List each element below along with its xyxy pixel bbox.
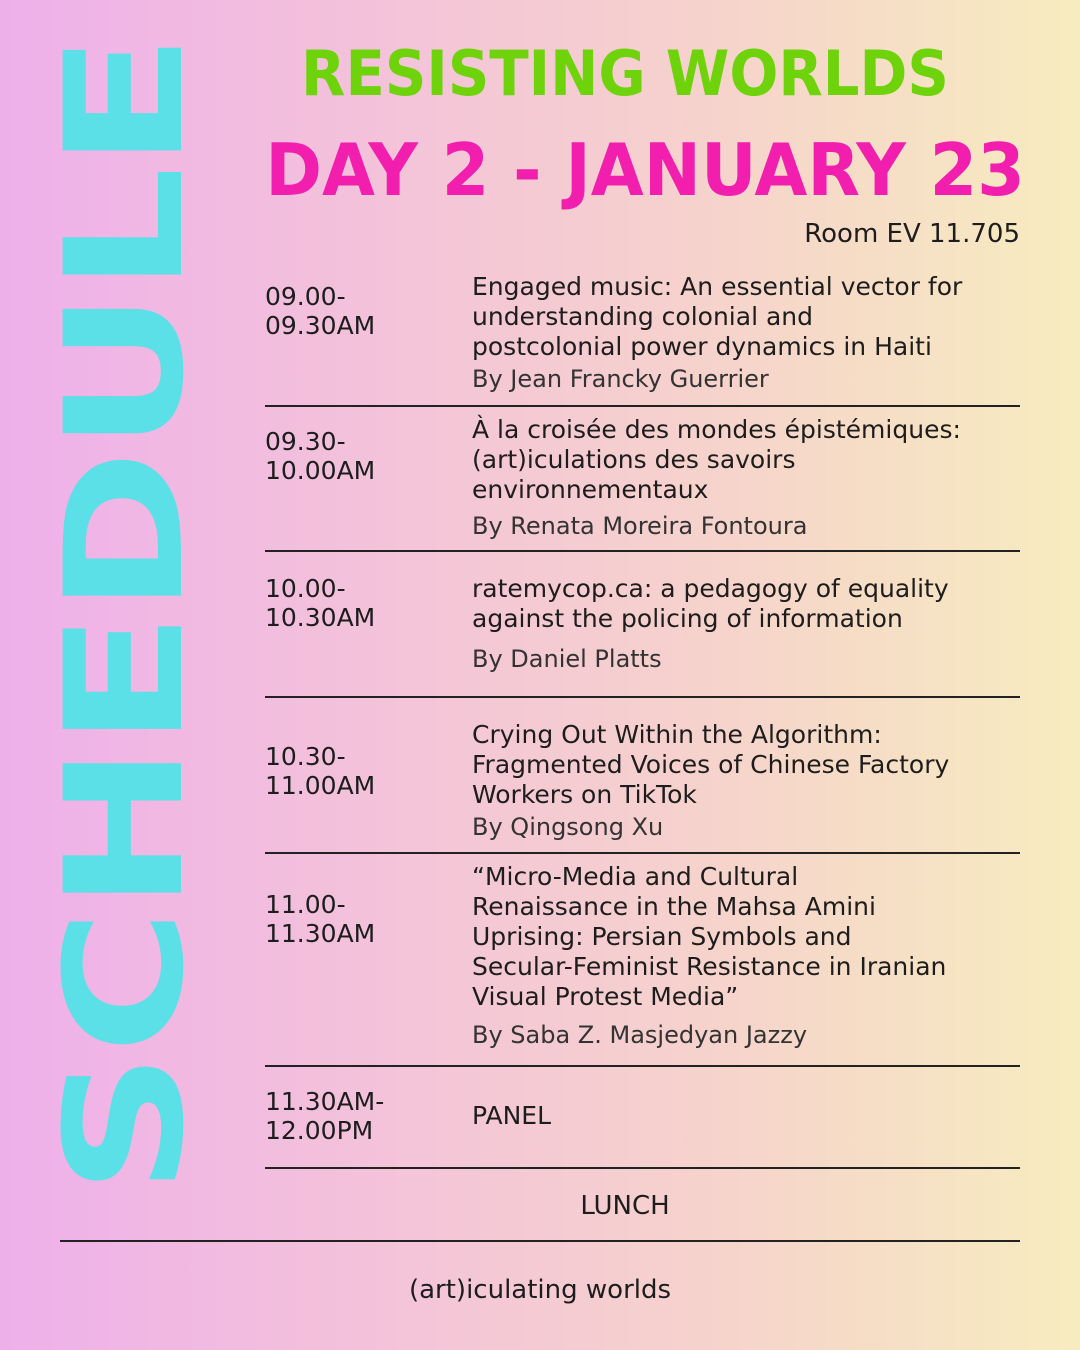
- session-time: [265, 282, 375, 340]
- session-talk: [472, 415, 1032, 541]
- time-end: 11.00AM: [265, 771, 376, 800]
- schedule-row: [265, 854, 1020, 1067]
- time-start: 09.30-: [265, 427, 346, 456]
- talk-title-line: Fragmented Voices of Chinese Factory: [472, 750, 950, 779]
- time-end: 10.30AM: [265, 603, 376, 632]
- talk-title-line: Crying Out Within the Algorithm:: [472, 720, 882, 749]
- time-start: 09.00-: [265, 282, 346, 311]
- session-time: [265, 427, 375, 485]
- talk-title-line: Secular-Feminist Resistance in Iranian: [472, 952, 947, 981]
- talk-title-line: Workers on TikTok: [472, 780, 697, 809]
- schedule-row: [265, 698, 1020, 854]
- talk-author: By Renata Moreira Fontoura: [472, 512, 808, 540]
- time-start: 10.00-: [265, 574, 346, 603]
- time-start: 11.30AM-: [265, 1087, 385, 1116]
- talk-title-line: ratemycop.ca: a pedagogy of equality: [472, 574, 949, 603]
- session-talk: [472, 272, 1032, 394]
- talk-title-line: Renaissance in the Mahsa Amini: [472, 892, 876, 921]
- talk-author: By Jean Francky Guerrier: [472, 365, 769, 393]
- room-label: Room EV 11.705: [804, 219, 1020, 249]
- session-time: [265, 1087, 384, 1145]
- lunch-label: LUNCH: [580, 1191, 670, 1221]
- session-talk: [472, 574, 1032, 674]
- time-end: 09.30AM: [265, 311, 376, 340]
- talk-title-line: (art)iculations des savoirs: [472, 445, 796, 474]
- session-time: [265, 574, 375, 632]
- session-time: [265, 890, 375, 948]
- talk-title-line: Engaged music: An essential vector for: [472, 272, 963, 301]
- talk-title-line: Visual Protest Media”: [472, 982, 739, 1011]
- talk-author: By Saba Z. Masjedyan Jazzy: [472, 1021, 808, 1049]
- talk-title-line: environnementaux: [472, 475, 709, 504]
- schedule-row: [265, 407, 1020, 552]
- footer-label: (art)iculating worlds: [408, 1275, 672, 1305]
- day-title: DAY 2 - JANUARY 23: [265, 128, 1025, 212]
- schedule-row: [265, 1067, 1020, 1169]
- talk-author: By Qingsong Xu: [472, 813, 664, 841]
- talk-title-line: “Micro-Media and Cultural: [472, 862, 799, 891]
- talk-title-line: À la croisée des mondes épistémiques:: [472, 415, 961, 444]
- time-end: 12.00PM: [265, 1116, 374, 1145]
- session-talk: [472, 720, 1032, 842]
- talk-title-line: Uprising: Persian Symbols and: [472, 922, 852, 951]
- schedule-row: [265, 262, 1020, 407]
- event-title: RESISTING WORLDS: [301, 37, 949, 110]
- time-end: 11.30AM: [265, 919, 376, 948]
- talk-title-line: against the policing of information: [472, 604, 903, 633]
- divider: [60, 1240, 1020, 1242]
- session-talk: [472, 862, 1032, 1050]
- schedule-row: [265, 552, 1020, 698]
- time-end: 10.00AM: [265, 456, 376, 485]
- time-start: 10.30-: [265, 742, 346, 771]
- talk-title-line: PANEL: [472, 1101, 552, 1130]
- talk-author: By Daniel Platts: [472, 645, 662, 673]
- talk-title-line: postcolonial power dynamics in Haiti: [472, 332, 932, 361]
- session-time: [265, 742, 375, 800]
- time-start: 11.00-: [265, 890, 346, 919]
- talk-title-line: understanding colonial and: [472, 302, 814, 331]
- session-talk: [472, 1101, 1032, 1131]
- schedule-vertical-title: SCHEDULE: [30, 35, 220, 1195]
